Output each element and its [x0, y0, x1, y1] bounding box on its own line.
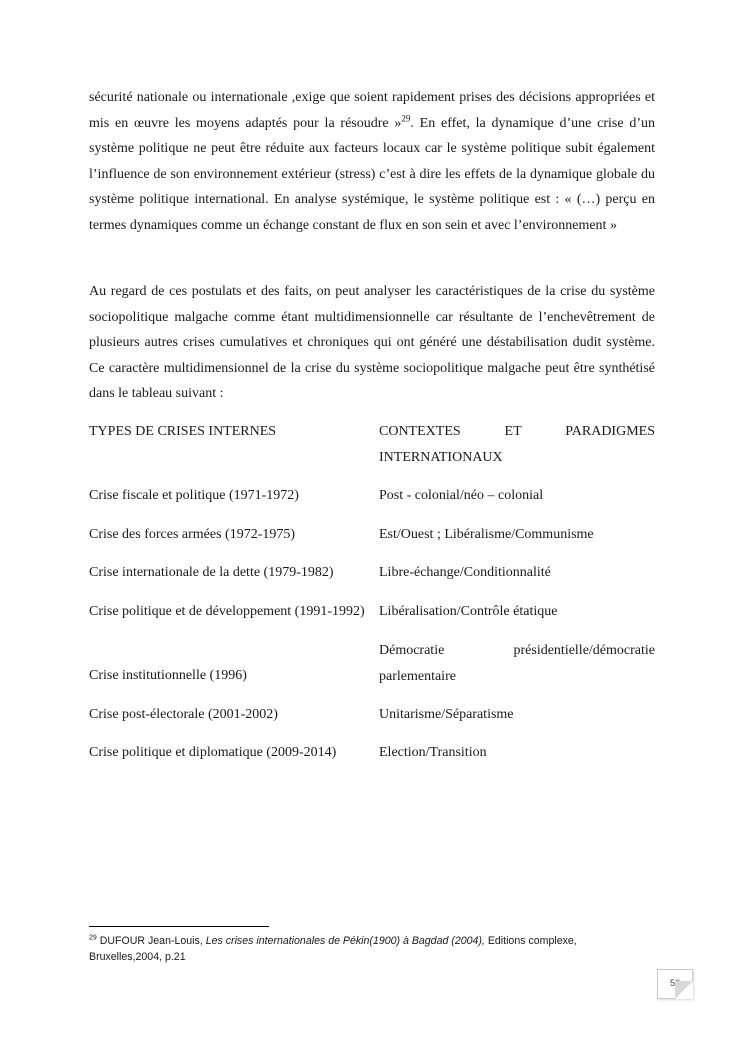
footnote-author: DUFOUR Jean-Louis, — [96, 935, 206, 947]
page-number: 50 — [669, 978, 680, 988]
table-header-crisis-types: TYPES DE CRISES INTERNES — [89, 424, 277, 439]
page-corner-fold-icon — [675, 981, 693, 999]
table-cell-crisis: Crise institutionnelle (1996) — [89, 668, 247, 683]
footnote-number: 29 — [89, 934, 97, 942]
table-cell-context: Unitarisme/Séparatisme — [379, 707, 514, 722]
table-cell-crisis: Crise politique et de développement (1991-1992) — [89, 604, 365, 619]
table-cell-crisis: Crise post-électorale (2001-2002) — [89, 707, 278, 722]
table-cell-context: Libre-échange/Conditionnalité — [379, 565, 551, 580]
table-header-contexts: CONTEXTES ET PARADIGMES INTERNATIONAUX — [379, 424, 655, 465]
paragraph-2: Au regard de ces postulats et des faits, on peut analyser les caractéristiques de la crise du système sociopolitique malgache comme étant multidimensionnelle car résultante de l’enchevêtrement de plusieurs autres crises cumulatives et chroniques qui ont généré une déstabilisation dudit système. Ce caractère multidimensionnel de la crise du système sociopolitique malgache peut être synthétisé dans le tableau suivant : — [89, 284, 655, 402]
table-cell-crisis: Crise des forces armées (1972-1975) — [89, 527, 296, 542]
table-cell-crisis: Crise internationale de la dette (1979-1982) — [89, 565, 334, 580]
table-cell-context: Démocratie présidentielle/démocratie parlementaire — [379, 643, 655, 684]
page-number-box — [657, 969, 693, 999]
table-cell-context: Libéralisation/Contrôle étatique — [379, 604, 558, 619]
footnote-title: Les crises internationales de Pékin(1900) à Bagdad (2004), — [205, 935, 485, 947]
table-cell-crisis-wrap — [89, 663, 365, 689]
footnote-separator — [89, 926, 269, 927]
table-cell-crisis: Crise politique et diplomatique (2009-2014) — [89, 745, 337, 760]
footnote-reference[interactable]: 29 — [401, 112, 411, 123]
footnote — [89, 933, 649, 965]
table-cell-crisis: Crise fiscale et politique (1971-1972) — [89, 488, 299, 503]
paragraph-1 — [89, 85, 655, 239]
footnote-rest: Editions complexe, Bruxelles,2004, p.21 — [89, 935, 577, 963]
table-cell-context: Election/Transition — [379, 745, 487, 760]
paragraph-1-text-a: sécurité nationale ou internationale ,exige que soient rapidement prises des décisions appropriées et mis en œuvre les moyens adaptés pour la résoudre » — [89, 90, 655, 131]
table-cell-context: Post - colonial/néo – colonial — [379, 488, 544, 503]
table-cell-context: Est/Ouest ; Libéralisme/Communisme — [379, 527, 594, 542]
paragraph-1-text-b: . En effet, la dynamique d’une crise d’un système politique ne peut être réduite aux facteurs locaux car le système politique subit également l’influence de son environnement extérieur (stress) c’est à dire les effets de la dynamique globale du système politique international. En analyse systémique, le système politique est : « (…) perçu en termes dynamiques comme un échange constant de flux en son sein et avec l’environnement » — [89, 115, 656, 233]
